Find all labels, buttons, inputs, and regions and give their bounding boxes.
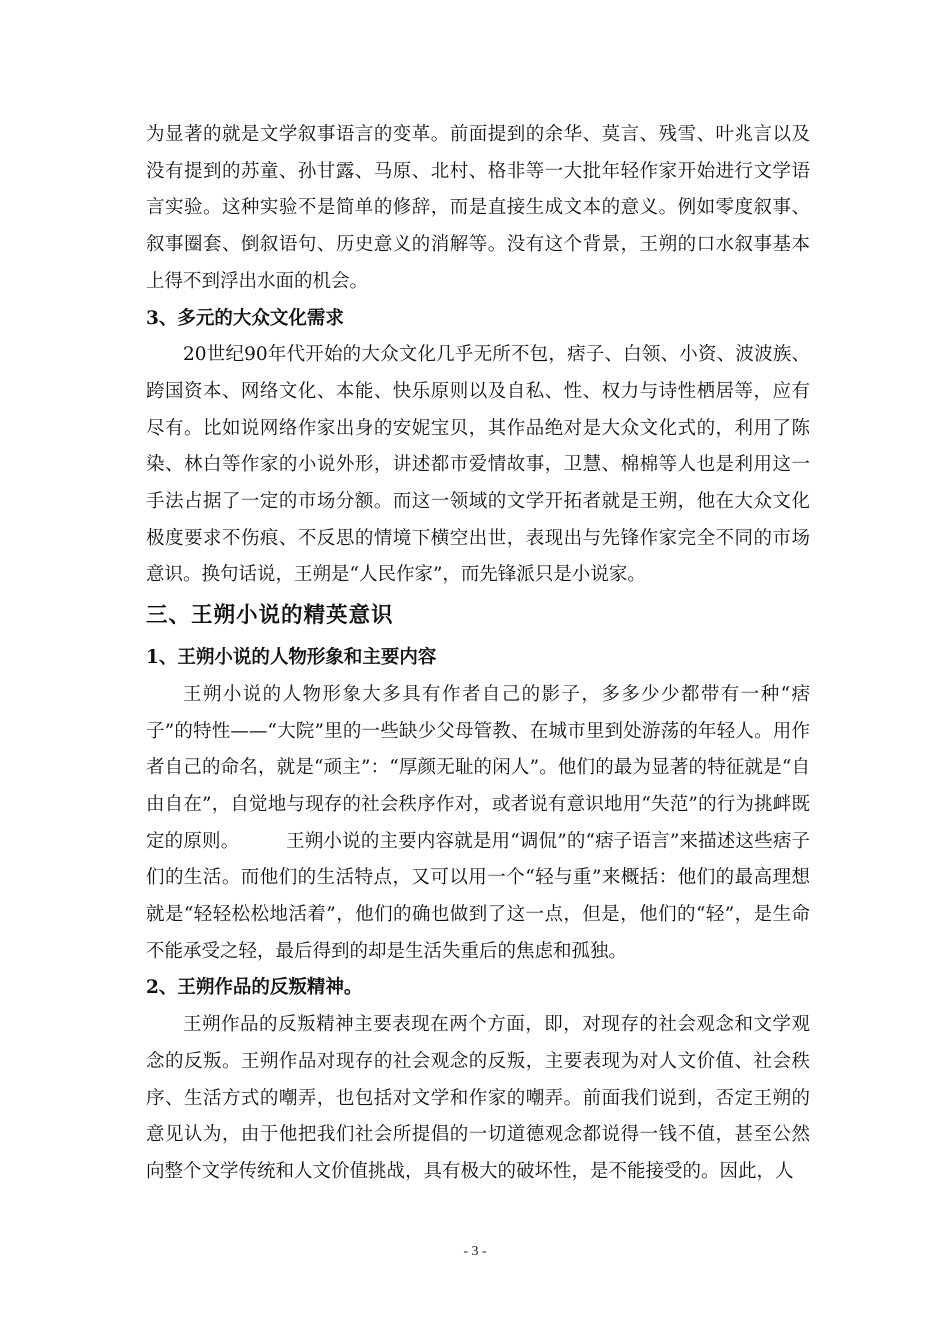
paragraph-characters: 王朔小说的人物形象大多具有作者自己的影子，多多少少都带有一种“痞子”的特性——“大院”里的一些缺少父母管教、在城市里到处游荡的年轻人。用作者自己的命名，就是“顽主”：“厚颜无耻的闲人”。他们的最为显著的特征就是“自由自在”，自觉地与现存的社会秩序作对，或者说有意识地用“失范”的行为挑衅既定的原则。 王朔小说的主要内容就是用“调侃”的“痞子语言”来描述这些痞子们的生活。而他们的生活特点，又可以用一个“轻与重”来概括：他们的最高理想就是“轻轻松松地活着”，他们的确也做到了这一点，但是，他们的“轻”，是生命不能承受之轻，最后得到的却是生活失重后的焦虑和孤独。	[146, 683, 810, 962]
subsection-title: 、多元的大众文化需求	[158, 307, 344, 329]
paragraph-rebellion: 王朔作品的反叛精神主要表现在两个方面，即，对现存的社会观念和文学观念的反叛。王朔作品对现存的社会观念的反叛，主要表现为对人文价值、社会秩序、生活方式的嘲弄，也包括对文学和作家的嘲弄。前面我们说到，否定王朔的意见认为，由于他把我们社会所提倡的一切道德观念都说得一钱不值，甚至公然向整个文学传统和人文价值挑战，具有极大的破坏性，是不能接受的。因此，人	[146, 1014, 810, 1182]
paragraph-continued: 为显著的就是文学叙事语言的变革。前面提到的余华、莫言、残雪、叶兆言以及没有提到的苏童、孙甘露、马原、北村、格非等一大批年轻作家开始进行文学语言实验。这种实验不是简单的修辞，而是直接生成文本的意义。例如零度叙事、叙事圈套、倒叙语句、历史意义的消解等。没有这个背景，王朔的口水叙事基本上得不到浮出水面的机会。	[146, 124, 810, 292]
subsection-heading-1	[146, 640, 810, 677]
subsection-heading-2	[146, 970, 810, 1007]
subsection-title: 、王朔作品的反叛精神。	[158, 977, 363, 999]
subsection-heading-3	[146, 301, 810, 338]
subsection-number: 2	[146, 977, 159, 999]
subsection-title: 、王朔小说的人物形象和主要内容	[158, 647, 437, 669]
page-body	[146, 117, 810, 1191]
paragraph-mass-culture: 20世纪90年代开始的大众文化几乎无所不包，痞子、白领、小资、波波族、跨国资本、网络文化、本能、快乐原则以及自私、性、权力与诗性栖居等，应有尽有。比如说网络作家出身的安妮宝贝，其作品绝对是大众文化式的，利用了陈染、林白等作家的小说外形，讲述都市爱情故事，卫慧、棉棉等人也是利用这一手法占据了一定的市场分额。而这一领域的文学开拓者就是王朔，他在大众文化极度要求不伤痕、不反思的情境下横空出世，表现出与先锋作家完全不同的市场意识。换句话说，王朔是“人民作家”，而先锋派只是小说家。	[146, 344, 810, 586]
subsection-number: 3	[146, 307, 159, 329]
page-number: - 3 -	[463, 1244, 487, 1259]
section-heading: 三、王朔小说的精英意识	[146, 603, 394, 629]
subsection-number: 1	[146, 647, 159, 669]
